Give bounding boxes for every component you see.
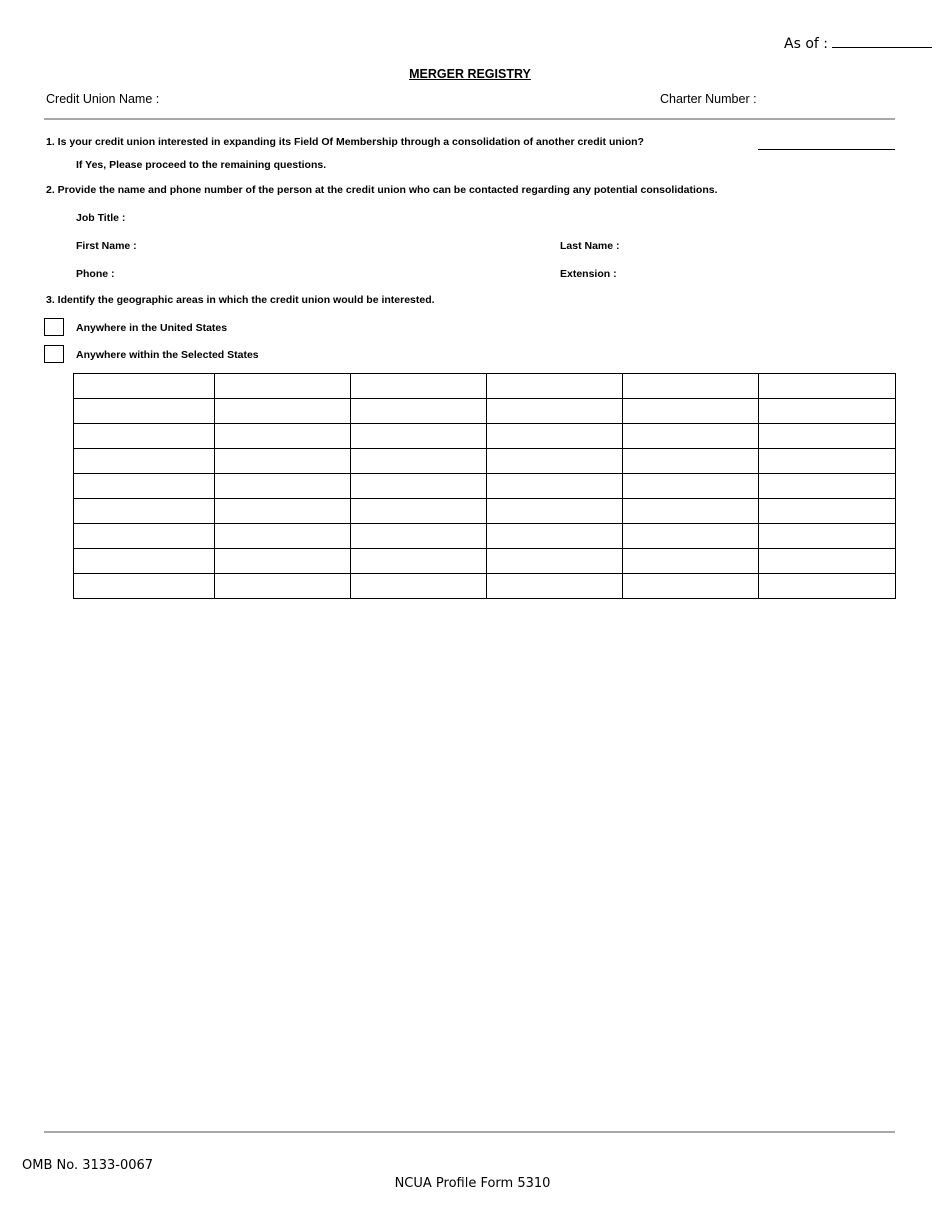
state-cell[interactable]	[623, 424, 759, 449]
state-cell[interactable]	[74, 424, 215, 449]
question-1-note: If Yes, Please proceed to the remaining questions.	[76, 159, 327, 171]
state-cell[interactable]	[487, 574, 623, 599]
state-cell[interactable]	[759, 399, 896, 424]
table-row	[74, 424, 896, 449]
state-cell[interactable]	[623, 524, 759, 549]
state-cell[interactable]	[74, 499, 215, 524]
first-name-label: First Name :	[76, 240, 137, 252]
state-cell[interactable]	[759, 449, 896, 474]
state-cell[interactable]	[215, 424, 351, 449]
table-row	[74, 474, 896, 499]
state-cell[interactable]	[74, 549, 215, 574]
state-cell[interactable]	[215, 449, 351, 474]
state-cell[interactable]	[759, 549, 896, 574]
state-cell[interactable]	[623, 499, 759, 524]
table-row	[74, 499, 896, 524]
state-cell[interactable]	[623, 474, 759, 499]
extension-label: Extension :	[560, 268, 617, 280]
state-cell[interactable]	[623, 574, 759, 599]
state-cell[interactable]	[623, 374, 759, 399]
state-cell[interactable]	[351, 499, 487, 524]
state-cell[interactable]	[215, 549, 351, 574]
state-cell[interactable]	[487, 499, 623, 524]
table-row	[74, 549, 896, 574]
credit-union-name-label: Credit Union Name :	[46, 92, 160, 106]
state-cell[interactable]	[759, 424, 896, 449]
job-title-label: Job Title :	[76, 212, 126, 224]
as-of-field	[784, 35, 932, 52]
table-row	[74, 574, 896, 599]
phone-label: Phone :	[76, 268, 115, 280]
state-cell[interactable]	[487, 449, 623, 474]
question-1: 1. Is your credit union interested in expanding its Field Of Membership through a consolidation of another credit union?	[46, 136, 644, 148]
charter-number-label: Charter Number :	[660, 92, 757, 106]
table-row	[74, 374, 896, 399]
state-cell[interactable]	[351, 524, 487, 549]
omb-number: OMB No. 3133-0067	[22, 1158, 154, 1173]
question-3: 3. Identify the geographic areas in which the credit union would be interested.	[46, 294, 435, 306]
state-cell[interactable]	[487, 524, 623, 549]
selected-states-label: Anywhere within the Selected States	[76, 349, 259, 361]
state-cell[interactable]	[215, 474, 351, 499]
anywhere-us-checkbox[interactable]	[44, 318, 64, 336]
state-cell[interactable]	[351, 474, 487, 499]
question-2: 2. Provide the name and phone number of the person at the credit union who can be contacted regarding any potential consolidations.	[46, 184, 718, 196]
form-number: NCUA Profile Form 5310	[394, 1176, 551, 1191]
state-cell[interactable]	[623, 449, 759, 474]
anywhere-us-label: Anywhere in the United States	[76, 322, 228, 334]
state-cell[interactable]	[759, 374, 896, 399]
footer-divider	[44, 1131, 895, 1133]
state-cell[interactable]	[759, 499, 896, 524]
state-cell[interactable]	[351, 449, 487, 474]
state-cell[interactable]	[215, 499, 351, 524]
state-cell[interactable]	[351, 549, 487, 574]
as-of-input-line[interactable]	[832, 35, 932, 48]
state-cell[interactable]	[215, 399, 351, 424]
state-cell[interactable]	[759, 574, 896, 599]
state-cell[interactable]	[351, 424, 487, 449]
state-cell[interactable]	[74, 399, 215, 424]
state-cell[interactable]	[623, 399, 759, 424]
state-cell[interactable]	[351, 374, 487, 399]
state-cell[interactable]	[74, 524, 215, 549]
state-cell[interactable]	[759, 474, 896, 499]
selected-states-table	[73, 373, 896, 599]
state-cell[interactable]	[351, 574, 487, 599]
state-cell[interactable]	[215, 574, 351, 599]
state-cell[interactable]	[487, 424, 623, 449]
state-cell[interactable]	[74, 474, 215, 499]
state-cell[interactable]	[487, 374, 623, 399]
state-cell[interactable]	[759, 524, 896, 549]
table-row	[74, 449, 896, 474]
table-row	[74, 524, 896, 549]
form-title: MERGER REGISTRY	[409, 67, 531, 81]
as-of-label: As of :	[784, 36, 828, 52]
state-cell[interactable]	[215, 374, 351, 399]
state-cell[interactable]	[215, 524, 351, 549]
state-cell[interactable]	[487, 474, 623, 499]
table-row	[74, 399, 896, 424]
state-cell[interactable]	[487, 399, 623, 424]
state-cell[interactable]	[623, 549, 759, 574]
question-1-answer-line[interactable]	[758, 149, 895, 150]
last-name-label: Last Name :	[560, 240, 620, 252]
state-cell[interactable]	[74, 449, 215, 474]
state-cell[interactable]	[351, 399, 487, 424]
selected-states-checkbox[interactable]	[44, 345, 64, 363]
state-cell[interactable]	[74, 374, 215, 399]
state-cell[interactable]	[74, 574, 215, 599]
header-divider	[44, 118, 895, 120]
state-cell[interactable]	[487, 549, 623, 574]
